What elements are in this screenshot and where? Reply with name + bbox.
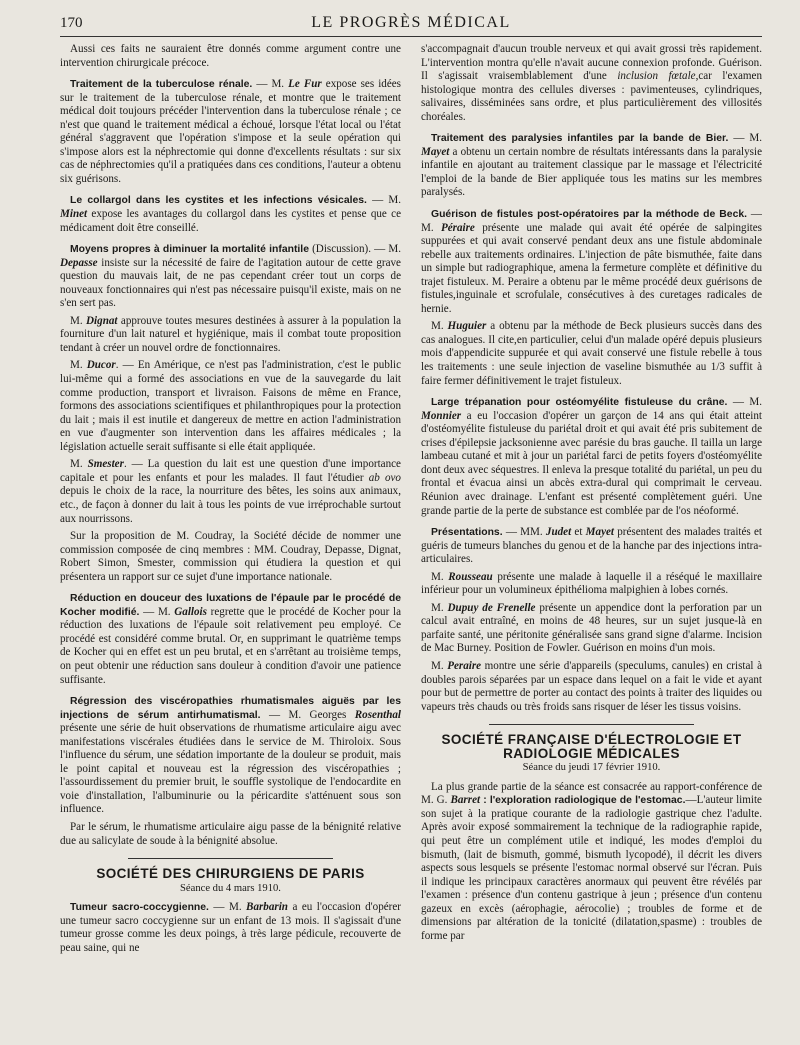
author-name: Mayet	[585, 526, 614, 539]
paragraph: Aussi ces faits ne sauraient être donnés comme argument contre une intervention chirurgicale précoce.	[60, 43, 401, 69]
journal-title: LE PROGRÈS MÉDICAL	[311, 14, 511, 31]
text-run: présente une malade qui avait été opérée de salpingites suppurées et qui avait conservé pendant deux ans une fistule abdominale rebelle aux traitements ordinaires. L'injection de pâte bismuthée, faite dans un simple but radiographique, amena la fermeture complète et définitive du trajet fistuleux. M. Peraire a obtenu par le même procédé deux guérisons de fistules,inguinale et scrofulale, consécutives à des curetages radicales de hernie.	[421, 221, 762, 315]
article-collargol	[60, 194, 401, 235]
author-name: Barret	[450, 794, 481, 807]
text-run: . — En Amérique, ce n'est pas l'administration, c'est le public lui-même qui a formé des associations en vue de la sauvegarde du lait comme production, transport et livraison. Faisons de même en France, formons des associations scientifiques et philanthropiques pour la protection du lait ; mais il est inutile et dangereux de mettre en action l'administration en vue d'augmenter son intervention dans les affaires médicales ; la législation actuelle serait suffisante si elle était appliquée.	[60, 359, 401, 453]
text-run: M.	[431, 601, 448, 614]
text-run: . — La question du lait est une question d'une importance capitale et pour les enfants et pour les malades. Il faut l'étudier	[60, 458, 401, 484]
text-run: s'accompagnait d'aucun trouble nerveux et qui avait grossi très rapidement. L'intervention montra qu'elle n'avait aucune connexion profonde. Guérison. Il s'agissait vraisemblablement d'une	[421, 43, 762, 83]
paragraph	[421, 571, 762, 598]
author-name: Ducor	[86, 359, 116, 372]
paragraph: Sur la proposition de M. Coudray, la Société décide de nommer une commission composée de cinq membres : MM. Coudray, Depasse, Dignat, Robert Simon, Smester, commission qui étudiera la question et qui présentera un rapport sur ce sujet d'une importance nationale.	[60, 530, 401, 583]
rubric-heading: Traitement de la tuberculose rénale.	[70, 79, 253, 91]
two-column-body	[60, 43, 762, 1043]
text-run: regrette que le procédé de Kocher pour la réduction des luxations de l'épaule soit relativement peu employé. Ce procédé est considéré comme brutal. Or, en supprimant le quatrième temps de Kocher qui en effet est un peu brutal, et en s'arrêtant au troisième temps, on peut obtenir une réduction sans douleur à condition d'avoir une patience suffisante.	[60, 605, 401, 686]
text-run: présente un appendice dont la perforation par un calcul avait entraîné, en moins de 48 heures, sur un sujet jusque-là en parfaite santé, une péritonite généralisée sans grand signe d'alarme. Incision de Mac Burney. Position de Fowler. Guérison en moins d'un mois.	[421, 601, 762, 655]
paragraph	[60, 359, 401, 454]
text-run: présentent des malades traités et guéris de tumeurs blanches du genou et de la hanche par des injections intra-articulaires.	[421, 526, 762, 566]
rubric-heading: Moyens propres à diminuer la mortalité infantile	[70, 244, 309, 256]
rubric-heading: Traitement des paralysies infantiles par la bande de Bier.	[431, 133, 729, 145]
text-run: — M.	[139, 605, 175, 618]
left-column	[60, 43, 401, 1043]
text-run: — M.	[727, 396, 762, 409]
text-run: a eu l'occasion d'opérer une tumeur sacro coccygienne sur un enfant de 13 mois. Il s'agissait d'une tumeur grosse comme les deux poings, à très large pédicule, recouverte de peau saine, qui ne	[60, 901, 401, 954]
author-name: Gallois	[174, 605, 207, 618]
text-run: M.	[431, 570, 449, 583]
section-divider	[128, 858, 333, 859]
text-run: a eu l'occasion d'opérer un garçon de 14 ans qui était atteint d'ostéomyélite fistuleuse du pariétal droit et qui avait été pris subitement de crises d'épilepsie jacksonienne avec parésie du bras gauche. Il tailla un large lambeau cutané et mit à jour un pariétal farci de petits foyers d'ostéomyélite dont deux avec séquestres. Il enleva la presque totalité du pariétal, un peu du frontal et évacua ainsi un abcès extra-dural qui comprimait le cerveau. Réunion avec drainage. L'enfant est présenté complètement guéri. Une grande partie de la perte de substance est comblée par de l'os néoformé.	[421, 409, 762, 517]
italic-phrase: ab ovo	[368, 471, 401, 484]
paragraph	[421, 602, 762, 656]
text-run: a obtenu par la méthode de Beck plusieurs succès dans des cas analogues. Il cite,en particulier, celui d'un malade opéré depuis plusieurs mois d'appendicite suppurée et qui avait conservé une fistule rebelle à tous les traitements : une seule injection de vaseline bismuthée au 1/3 suffit à faire fermer définitivement le trajet fistuleux.	[421, 320, 762, 387]
text-run: ,car l'examen histologique montra des cellules diverses : pavimenteuses, cylindriques, salivaires, disséminées sans ordre, et plus particulièrement des villosités choréales.	[421, 70, 762, 123]
text-run: expose ses idées sur le traitement de la tuberculose rénale, et montre que le traitement médical doit toujours précéder l'intervention dans la tuberculose rénale ; ce n'est que quand le traitement médical a échoué, lorsque l'état local ou l'état général s'aggravent que l'opération s'impose et la seule opération qui s'impose alors est la néphrectomie qui donne d'excellents résultats : sur six cas de néphrectomies qu'il a pratiquées dans ces conditions, l'auteur a obtenu six guérisons.	[60, 78, 402, 185]
text-run: — M.	[252, 78, 289, 91]
text-run: présente une malade à laquelle il a réséqué le maxillaire inférieur pour un volumineux épithélioma malpighien à lobes cornés.	[421, 570, 762, 597]
article-shoulder-luxation	[60, 592, 401, 687]
text-run: — MM.	[502, 526, 546, 539]
author-name: Dupuy de Frenelle	[447, 601, 536, 614]
article-presentations	[421, 526, 762, 567]
text-run: — M. Georges	[260, 708, 355, 721]
article-beck-method	[421, 208, 762, 316]
text-run: approuve toutes mesures destinées à assurer à la population la fourniture d'un lait naturel et hygiénique, mais il combat toute proposition tendant à créer un nouvel ordre de fonctionnaires.	[60, 314, 401, 354]
rubric-heading: Le collargol dans les cystites et les infections vésicales.	[70, 195, 367, 207]
author-name: Judet	[545, 526, 572, 539]
text-run: — M.	[421, 208, 762, 234]
italic-phrase: inclusion fœtale	[617, 70, 696, 83]
author-name: Peraire	[447, 659, 482, 672]
text-run: — M.	[208, 901, 247, 914]
text-run: — M.	[366, 194, 402, 207]
text-run: La plus grande partie de la séance est consacrée au rapport-conférence de M. G.	[421, 780, 762, 807]
text-run: présente une série de huit observations de rhumatisme articulaire aigu avec manifestations viscérales étudiées dans le service de M. Thiroloix. Sous l'influence du sérum, une sédation importante de la douleur se produit, mais le point capital et nouveau est la régression des viscéropathies ; l'assourdissement du premier bruit, le souffle systolique de l'endocardite en voie d'installation, l'albuminurie ou la péricardite s'atténuent sous son influence.	[60, 722, 401, 816]
paragraph: Par le sérum, le rhumatisme articulaire aigu passe de la bénignité relative due au salicylate de soude à la bénignité absolue.	[60, 820, 401, 847]
article-sacrococcygeal-tumor	[60, 901, 401, 955]
article-bier-band	[421, 132, 762, 200]
author-name: Péraire	[440, 221, 475, 234]
rubric-heading: Régression des viscéropathies rhumatismales aiguës par les injections de sérum antirhumatismal.	[60, 696, 401, 721]
paragraph	[421, 660, 762, 714]
rubric-heading: Présentations.	[431, 527, 503, 539]
article-trepanation	[421, 396, 762, 518]
author-name: Minet	[60, 208, 88, 221]
rubric-heading: Large trépanation pour ostéomyélite fistuleuse du crâne.	[431, 397, 728, 409]
text-run: M.	[70, 458, 88, 471]
paragraph	[60, 315, 401, 356]
text-run: —L'auteur limite son sujet à la pratique courante de la radiologie gastrique chez l'adulte. Après avoir exposé sommairement la technique de la radiographie rapide, qui peut être un complément utile et indiqué, les modes d'emploi du bismuth, (lait de bismuth, gommé, bismuth lycopodé), il décrit les divers aspects sous lesquels se présente l'estomac normal observé sur l'écran. Puis il indique les principaux caractères anormaux qui peuvent être révélés par l'examen : présence d'un contenu gastrique à jeun ; présence d'un contenu gazeux en excès (aérophagie, aérocolie) ; troubles de forme et de dimensions par altération de la tonicité (dilatation,spasme) : troubles de forme par	[421, 794, 762, 942]
page-number: 170	[60, 15, 83, 31]
text-run: montre une série d'appareils (speculums, canules) en cristal à doubles parois séparées par un espace dans lequel on a fait le vide et ayant pour but de permettre de porter au contact des points à traiter des liquides ou vapeurs très chauds ou très froids sans risquer de léser les tissus voisins.	[421, 659, 762, 713]
text-run: M.	[70, 359, 87, 372]
text-run: depuis le choix de la race, la nourriture des bêtes, les soins aux animaux, etc., de façon à donner du lait à tous les points de vue irréprochable surtout aux nourrissons.	[60, 485, 401, 525]
article-renal-tuberculosis	[60, 78, 401, 186]
session-date: Séance du jeudi 17 février 1910.	[522, 762, 661, 774]
text-run: M.	[431, 659, 448, 672]
text-run: expose les avantages du collargol dans les cystites et pense que ce médicament doit être conseillé.	[60, 208, 401, 234]
article-rheumatism-serum	[60, 695, 401, 817]
author-name: Dignat	[86, 314, 118, 327]
text-run: et	[571, 526, 586, 539]
section-divider	[489, 724, 694, 725]
paragraph	[421, 320, 762, 388]
author-name: Rosenthal	[354, 708, 401, 721]
text-run: insiste sur la nécessité de faire de l'agitation autour de cette grave question du mauvais lait, de ne pas cependant créer tout un corps de nouveaux fonctionnaires qui n'est pas nécessaire puisqu'il existe, mais on ne s'en sert pas.	[60, 256, 401, 310]
rubric-heading: Guérison de fistules post-opératoires par la méthode de Beck.	[431, 209, 748, 221]
author-name: Depasse	[60, 256, 98, 269]
author-name: Mayet	[421, 145, 450, 158]
text-run: — M.	[728, 132, 762, 145]
text-run: a obtenu un certain nombre de résultats intéressants dans la paralysie infantile en ajoutant au traitement classique par le massage et l'électricité l'emploi de la bande de Bier appliquée tous les matins sur les membres paralysés.	[421, 145, 762, 199]
right-column	[421, 43, 762, 1043]
author-name: Monnier	[421, 409, 462, 422]
author-name: Barbarin	[246, 901, 288, 914]
page-header	[60, 14, 762, 37]
article-infant-mortality	[60, 243, 401, 311]
text-run: M.	[70, 314, 87, 327]
author-name: Le Fur	[288, 78, 322, 91]
paragraph	[60, 458, 401, 526]
rubric-heading: : l'exploration radiologique de l'estomac.	[480, 795, 686, 807]
paragraph-continued	[421, 43, 762, 124]
society-title: SOCIÉTÉ DES CHIRURGIENS DE PARIS	[96, 866, 365, 882]
article-gastric-radiology	[421, 781, 762, 944]
author-name: Rousseau	[448, 570, 493, 583]
text-run: M.	[431, 320, 448, 333]
rubric-heading: Réduction en douceur des luxations de l'épaule par le procédé de Kocher modifié.	[60, 593, 401, 618]
rubric-heading: Tumeur sacro-coccygienne.	[70, 902, 209, 914]
society-title: SOCIÉTÉ FRANÇAISE D'ÉLECTROLOGIE ET RADIOLOGIE MÉDICALES	[441, 732, 742, 761]
session-date: Séance du 4 mars 1910.	[180, 882, 281, 894]
author-name: Huguier	[447, 320, 487, 333]
text-run: (Discussion). — M.	[308, 243, 401, 256]
author-name: Smester	[87, 458, 124, 471]
